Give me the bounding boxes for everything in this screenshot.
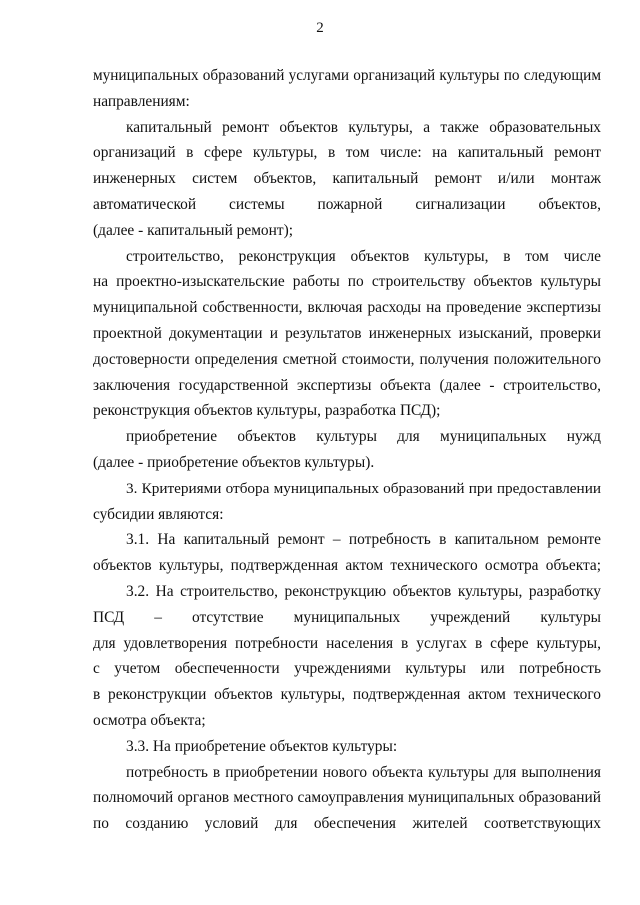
text-line: автоматической системы пожарной сигнализации объектов, — [93, 195, 601, 213]
text-line: 3.3. На приобретение объектов культуры: — [126, 737, 398, 755]
text-line: ПСД – отсутствие муниципальных учреждений культуры — [93, 608, 601, 626]
text-line: заключения государственной экспертизы объекта (далее - строительство, — [93, 376, 601, 394]
text-line: в реконструкции объектов культуры, подтвержденная актом технического — [93, 686, 601, 704]
text-line: приобретение объектов культуры для муниципальных нужд — [126, 428, 601, 446]
text-line: 3.2. На строительство, реконструкцию объектов культуры, разработку — [126, 582, 601, 600]
text-line: достоверности определения сметной стоимости, получения положительного — [93, 350, 601, 368]
text-line: муниципальных образований услугами организаций культуры по следующим — [93, 67, 601, 84]
text-line: потребность в приобретении нового объекта культуры для выполнения — [126, 763, 601, 781]
text-line: проектной документации и результатов инженерных изысканий, проверки — [93, 324, 601, 342]
text-line: с учетом обеспеченности учреждениями культуры или потребность — [93, 660, 601, 678]
text-line: (далее - приобретение объектов культуры). — [93, 453, 375, 471]
text-line: осмотра объекта; — [93, 711, 206, 729]
document-body — [93, 63, 601, 837]
text-line: объектов культуры, подтвержденная актом технического осмотра объекта; — [93, 557, 601, 575]
text-line: полномочий органов местного самоуправления муниципальных образований — [93, 789, 601, 807]
text-line: направлениям: — [93, 92, 190, 110]
text-line: капитальный ремонт объектов культуры, а также образовательных — [126, 118, 601, 136]
text-line: для удовлетворения потребности населения в услугах в сфере культуры, — [93, 634, 601, 652]
text-line: реконструкция объектов культуры, разработка ПСД); — [93, 402, 441, 420]
text-line: (далее - капитальный ремонт); — [93, 221, 293, 239]
text-line: строительство, реконструкция объектов культуры, в том числе — [126, 247, 601, 265]
text-line: муниципальной собственности, включая расходы на проведение экспертизы — [93, 299, 601, 317]
text-line: организаций в сфере культуры, в том числе: на капитальный ремонт — [93, 144, 601, 162]
page-number: 2 — [316, 20, 324, 36]
text-line: субсидии являются: — [93, 505, 224, 523]
text-line: на проектно-изыскательские работы по строительству объектов культуры — [93, 273, 601, 291]
text-line: 3. Критериями отбора муниципальных образований при предоставлении — [126, 479, 601, 497]
text-line: инженерных систем объектов, капитальный ремонт и/или монтаж — [93, 170, 601, 188]
text-line: 3.1. На капитальный ремонт – потребность в капитальном ремонте — [126, 531, 601, 549]
text-line: по созданию условий для обеспечения жителей соответствующих — [93, 815, 601, 833]
